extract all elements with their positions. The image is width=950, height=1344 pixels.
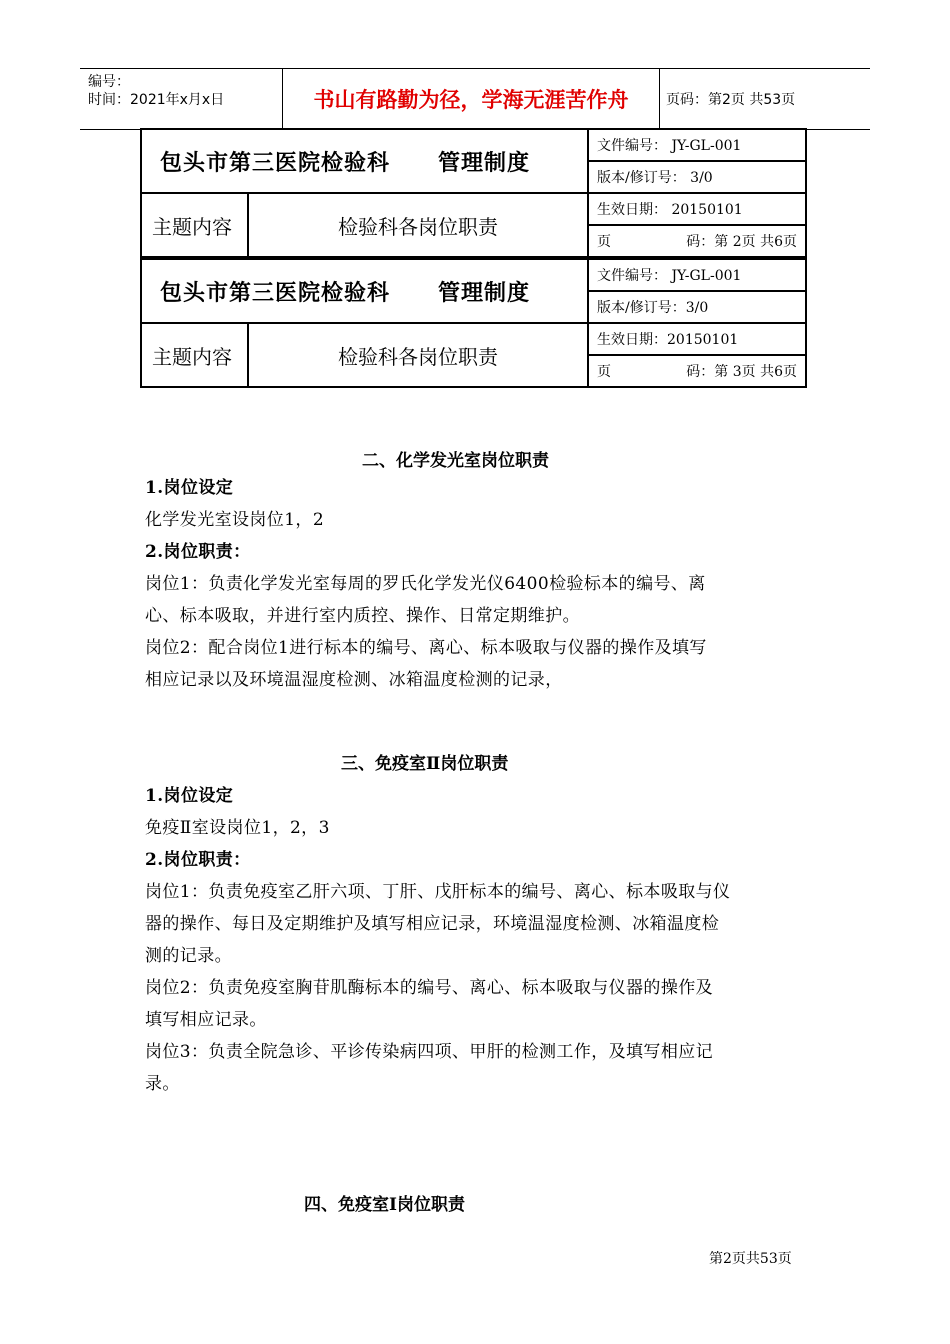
duty-line: 录。 [145, 1074, 180, 1094]
effective-date: 生效日期：20150101 [588, 323, 806, 355]
motto: 书山有路勤为径，学海无涯苦作舟 [282, 69, 660, 129]
section-2-heading: 二、化学发光室岗位职责 [362, 451, 549, 471]
system-title: 管理制度 [438, 149, 531, 176]
page-info-right: 码：第 3页 共6页 [686, 364, 797, 380]
duty-heading: 2.岗位职责： [145, 542, 251, 562]
table-title-cell [141, 129, 588, 193]
duty-line: 心、标本吸取，并进行室内质控、操作、日常定期维护。 [145, 606, 580, 626]
subject-content: 检验科各岗位职责 [248, 323, 588, 387]
subject-label: 主题内容 [141, 323, 248, 387]
section-3-body [145, 780, 810, 1100]
version-number: 版本/修订号： 3/0 [588, 161, 806, 193]
header-info-cell [80, 69, 282, 129]
hospital-title: 包头市第三医院检验科 [160, 149, 391, 176]
effective-date: 生效日期： 20150101 [588, 193, 806, 225]
number-label: 编号： [88, 74, 130, 90]
hospital-title: 包头市第三医院检验科 [160, 279, 391, 306]
duty-line: 测的记录。 [145, 946, 232, 966]
doc-number: 文件编号： JY-GL-001 [588, 259, 806, 291]
table-title-cell [141, 259, 588, 323]
time-label: 时间：2021年x月x日 [88, 92, 225, 108]
setup-heading: 1.岗位设定 [145, 786, 234, 806]
duty-line: 岗位1：负责免疫室乙肝六项、丁肝、戊肝标本的编号、离心、标本吸取与仪 [145, 882, 731, 902]
page-info [588, 225, 806, 257]
page-info [588, 355, 806, 387]
page-header [80, 68, 870, 130]
duty-line: 填写相应记录。 [145, 1010, 267, 1030]
setup-heading: 1.岗位设定 [145, 478, 234, 498]
duty-line: 岗位2：负责免疫室胸苷肌酶标本的编号、离心、标本吸取与仪器的操作及 [145, 978, 714, 998]
section-2-body [145, 472, 810, 696]
setup-text: 化学发光室设岗位1，2 [145, 510, 325, 530]
duty-line: 岗位1：负责化学发光室每周的罗氏化学发光仪6400检验标本的编号、离 [145, 574, 706, 594]
page-info-right: 码：第 2页 共6页 [686, 234, 797, 250]
section-3-heading: 三、免疫室Ⅱ岗位职责 [341, 754, 509, 774]
duty-line: 岗位2：配合岗位1进行标本的编号、离心、标本吸取与仪器的操作及填写 [145, 638, 707, 658]
page-info-left: 页 [597, 364, 611, 380]
footer-page-number: 第2页共53页 [709, 1251, 792, 1267]
page-info-left: 页 [597, 234, 611, 250]
document-control-table-1 [140, 128, 807, 258]
duty-line: 相应记录以及环境温湿度检测、冰箱温度检测的记录， [145, 670, 563, 690]
duty-heading: 2.岗位职责： [145, 850, 251, 870]
document-control-table-2 [140, 258, 807, 388]
duty-line: 器的操作、每日及定期维护及填写相应记录，环境温湿度检测、冰箱温度检 [145, 914, 720, 934]
system-title: 管理制度 [438, 279, 531, 306]
subject-content: 检验科各岗位职责 [248, 193, 588, 257]
subject-label: 主题内容 [141, 193, 248, 257]
doc-number: 文件编号： JY-GL-001 [588, 129, 806, 161]
version-number: 版本/修订号：3/0 [588, 291, 806, 323]
duty-line: 岗位3：负责全院急诊、平诊传染病四项、甲肝的检测工作，及填写相应记 [145, 1042, 714, 1062]
setup-text: 免疫Ⅱ室设岗位1，2，3 [145, 818, 330, 838]
header-page-label: 页码：第2页 共53页 [666, 92, 796, 108]
section-4-heading: 四、免疫室Ⅰ岗位职责 [304, 1195, 465, 1215]
